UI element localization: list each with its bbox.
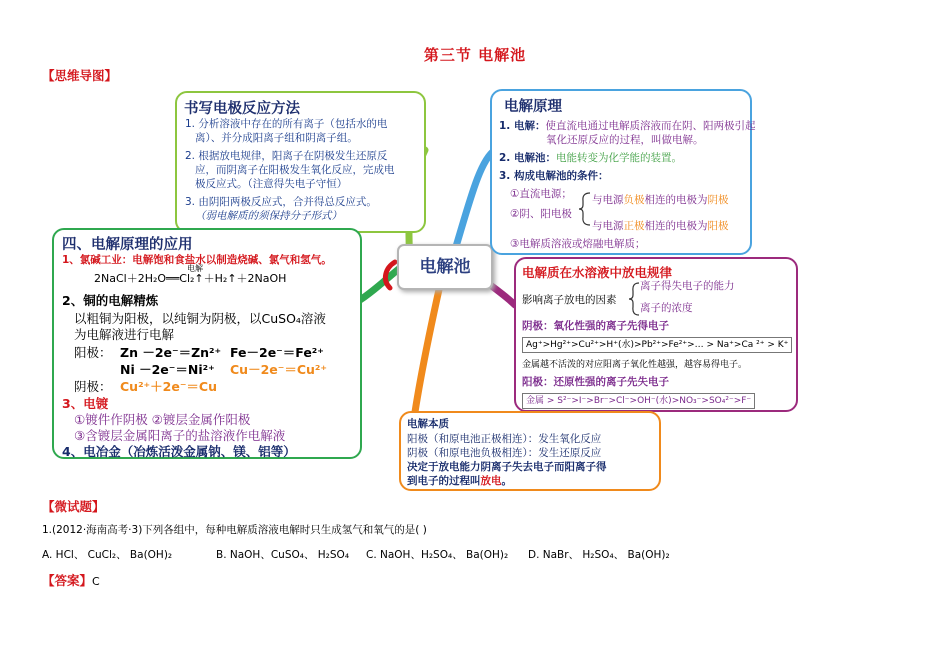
- principle-1-text: 使直流电通过电解质溶液而在阴、阳两极引起: [545, 120, 756, 132]
- principle-1-label: 1. 电解：: [499, 120, 546, 132]
- brace-icon-2: [628, 281, 640, 317]
- section-quiz-label: 【微试题】: [42, 499, 105, 514]
- c2a-post: 相连的电极为: [644, 194, 708, 206]
- branch-orange: [415, 285, 440, 412]
- method-line-7: （弱电解质的须保持分子形式）: [195, 210, 342, 222]
- cathode-sequence: Ag⁺>Hg²⁺>Cu²⁺>H⁺(水)>Pb²⁺>Fe²⁺>… > Na⁺>Ca ²⁺ > K⁺: [522, 337, 792, 353]
- c2b-em: 正极: [623, 220, 645, 232]
- question-text: 1.(2012·海南高考·3)下列各组中，每种电解质溶液电解时只生成氢气和氧气的是( ): [42, 524, 427, 536]
- c2a-end: 阴极: [707, 194, 729, 206]
- principle-2-text: 电能转变为化学能的装置。: [555, 152, 682, 164]
- c2a-pre: 与电源: [592, 194, 624, 206]
- c2a-em: 负极: [623, 194, 645, 206]
- eq-condition: 电解: [187, 264, 203, 273]
- condition-2: ②阴、阳电极: [510, 208, 572, 220]
- discharge-note: 金属越不活泼的对应阳离子氧化性越强，越容易得电子。: [522, 360, 748, 370]
- box-principle-title: 电解原理: [504, 99, 562, 115]
- essence-line-2: 阴极（和原电池负极相连）：发生还原反应: [407, 447, 602, 459]
- discharge-factor-2: 离子的浓度: [640, 302, 693, 314]
- principle-3-label: 3. 构成电解池的条件：: [499, 170, 609, 182]
- discharge-factor-1: 离子得失电子的能力: [640, 280, 735, 292]
- app-1-equation: 2NaCl＋2H₂O══Cl₂↑＋H₂↑＋2NaOH: [94, 272, 287, 285]
- condition-1: ①直流电源；: [510, 188, 572, 200]
- discharge-factor: 影响离子放电的因素: [522, 294, 617, 306]
- app-2-line2: 为电解液进行电解: [74, 327, 175, 342]
- discharge-cathode: 阴极：氧化性强的离子先得电子: [522, 320, 669, 332]
- condition-3: ③电解质溶液或熔融电解质；: [510, 238, 646, 250]
- discharge-anode: 阳极：还原性强的离子先失电子: [522, 376, 669, 388]
- option-c: C. NaOH、H₂SO₄、 Ba(OH)₂: [366, 549, 509, 561]
- app-3: 3、电镀: [62, 396, 109, 411]
- box-discharge-rules: [514, 257, 798, 412]
- essence-line-1: 阳极（和原电池正极相连）：发生氧化反应: [407, 433, 602, 445]
- branch-darkgreen: [360, 268, 400, 300]
- method-line-5: 极反应式。（注意得失电子守恒）: [195, 178, 348, 190]
- anode-sequence: 金属 > S²⁻>I⁻>Br⁻>Cl⁻>OH⁻(水)>NO₃⁻>SO₄²⁻>F⁻: [522, 393, 755, 409]
- essence-line-4c: 。: [501, 475, 512, 487]
- app-2-anode-fe: Fe－2e⁻＝Fe²⁺: [230, 345, 324, 360]
- c2b-post: 相连的电极为: [644, 220, 708, 232]
- box-discharge-title: 电解质在水溶液中放电规律: [522, 265, 673, 280]
- box-method-title: 书写电极反应方法: [184, 101, 300, 117]
- center-node: 电解池: [397, 244, 493, 290]
- method-line-6: 3. 由阴阳两极反应式，合并得总反应式。: [185, 196, 377, 208]
- box-electrolysis-principle: [490, 89, 756, 255]
- box-electrode-method: [175, 91, 426, 233]
- option-d: D. NaBr、 H₂SO₄、 Ba(OH)₂: [528, 549, 670, 561]
- section-mindmap-label: 【思维导图】: [42, 68, 118, 83]
- essence-line-4b: 放电: [480, 475, 502, 487]
- c2b-end: 阳极: [707, 220, 729, 232]
- app-3-line1: ①镀件作阴极 ②镀层金属作阳极: [74, 412, 251, 427]
- box-essence-title: 电解本质: [407, 418, 449, 430]
- option-a: A. HCl、 CuCl₂、 Ba(OH)₂: [42, 549, 173, 561]
- principle-1-text2: 氧化还原反应的过程，叫做电解。: [546, 134, 704, 146]
- page-title: 第三节 电解池: [423, 46, 527, 64]
- method-line-1: 1. 分析溶液中存在的所有离子（包括水的电: [185, 118, 388, 130]
- box-app-title: 四、电解原理的应用: [62, 237, 193, 253]
- brace-icon: [578, 191, 592, 227]
- app-1: 1、氯碱工业：电解饱和食盐水以制造烧碱、氯气和氢气。: [62, 254, 332, 266]
- app-2-line1: 以粗铜为阳极，以纯铜为阴极，以CuSO₄溶液: [74, 311, 326, 326]
- method-line-2: 离）、并分成阳离子组和阴离子组。: [195, 132, 358, 144]
- app-2-anode-ni: Ni －2e⁻＝Ni²⁺: [120, 362, 215, 377]
- answer-label: 【答案】: [42, 573, 93, 588]
- answer-value: C: [92, 575, 100, 588]
- option-b: B. NaOH、CuSO₄、 H₂SO₄: [216, 549, 350, 561]
- method-line-4: 应，而阴离子在阳极发生氧化反应，完成电: [195, 164, 395, 176]
- branch-blue: [455, 150, 495, 250]
- method-line-3: 2. 根据放电规律，阳离子在阴极发生还原反: [185, 150, 388, 162]
- app-2: 2、铜的电解精炼: [62, 293, 159, 308]
- app-2-cathode-label: 阴极：: [74, 379, 112, 394]
- app-3-line2: ③含镀层金属阳离子的盐溶液作电解液: [74, 428, 286, 443]
- app-2-anode-cu: Cu－2e⁻＝Cu²⁺: [230, 362, 327, 377]
- box-electrolysis-essence: [399, 411, 661, 491]
- c2b-pre: 与电源: [592, 220, 624, 232]
- principle-2-label: 2. 电解池：: [499, 152, 556, 164]
- app-4: 4、电冶金（冶炼活泼金属钠、镁、铝等）: [62, 444, 296, 459]
- essence-line-3: 决定于放电能力阴离子失去电子而阳离子得: [407, 461, 607, 473]
- app-2-anode-label: 阳极：: [74, 345, 112, 360]
- app-2-cathode-cu: Cu²⁺＋2e⁻＝Cu: [120, 379, 217, 394]
- app-2-anode-zn: Zn －2e⁻＝Zn²⁺: [120, 345, 222, 360]
- essence-line-4a: 到电子的过程叫: [407, 475, 481, 487]
- box-applications: [52, 228, 362, 459]
